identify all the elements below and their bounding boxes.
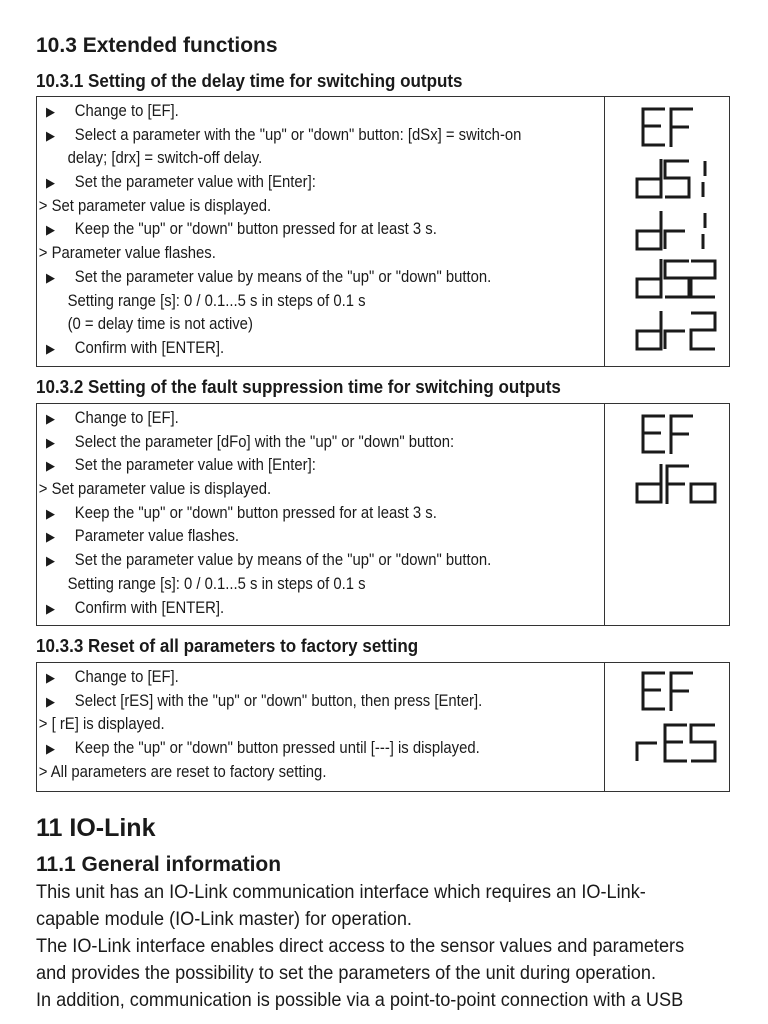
display-readings (605, 404, 729, 625)
paragraph-line: capable module (IO-Link master) for operation. (36, 908, 412, 930)
step-line: ▶ Select the parameter [dFo] with the "up" or "down" button: (37, 431, 547, 455)
instruction-steps (37, 663, 605, 791)
step-line: Setting range [s]: 0 / 0.1...5 s in steps of 0.1 s (67, 574, 366, 593)
instruction-box-10-3-2 (36, 403, 730, 626)
step-line: ▶ Change to [EF]. (37, 666, 547, 690)
step-line: ▶ Set the parameter value with [Enter]: (37, 171, 547, 195)
step-line: (0 = delay time is not active) (67, 315, 253, 334)
step-line: ▶ Parameter value flashes. (37, 525, 547, 549)
subsection-title-11-1: 11.1 General information (36, 853, 282, 876)
result-line: > Set parameter value is displayed. (38, 480, 272, 499)
instruction-steps (37, 404, 605, 625)
step-line: ▶ Keep the "up" or "down" button pressed until [---] is displayed. (37, 737, 547, 761)
display-readings (605, 663, 729, 791)
step-line: ▶ Keep the "up" or "down" button pressed for at least 3 s. (37, 218, 547, 242)
section-title-11: 11 IO-Link (36, 814, 156, 842)
display-ds2 (637, 259, 715, 297)
paragraph-line: The IO-Link interface enables direct access to the sensor values and parameters (36, 935, 685, 957)
display-res (637, 725, 715, 761)
paragraph-line: In addition, communication is possible via a point-to-point connection with a USB (36, 989, 684, 1011)
step-line: ▶ Select a parameter with the "up" or "down" button: [dSx] = switch-on (37, 124, 547, 148)
subsection-title-10-3-3: 10.3.3 Reset of all parameters to factory setting (36, 635, 419, 656)
instruction-box-10-3-3 (36, 662, 730, 792)
instruction-steps (37, 97, 605, 366)
step-line: ▶ Keep the "up" or "down" button pressed for at least 3 s. (37, 502, 547, 526)
display-dfo (637, 464, 715, 504)
display-dr2 (637, 311, 715, 349)
display-ef (643, 673, 693, 711)
display-dr1 (637, 211, 705, 249)
subsection-title-10-3-1: 10.3.1 Setting of the delay time for switching outputs (36, 70, 463, 91)
step-line: delay; [drx] = switch-off delay. (67, 149, 263, 168)
paragraph-line: This unit has an IO-Link communication interface which requires an IO-Link- (36, 881, 646, 903)
step-line: ▶ Change to [EF]. (37, 100, 547, 124)
result-line: > Set parameter value is displayed. (38, 196, 272, 215)
subsection-title-10-3-2: 10.3.2 Setting of the fault suppression time for switching outputs (36, 376, 561, 397)
step-line: ▶ Confirm with [ENTER]. (37, 597, 547, 621)
display-ef (643, 109, 693, 147)
display-ef (643, 416, 693, 454)
step-line: ▶ Set the parameter value with [Enter]: (37, 454, 547, 478)
result-line: > All parameters are reset to factory setting. (38, 762, 327, 781)
section-title-10-3: 10.3 Extended functions (36, 34, 278, 57)
result-line: > Parameter value flashes. (38, 244, 216, 263)
instruction-box-10-3-1 (36, 96, 730, 367)
step-line: ▶ Confirm with [ENTER]. (37, 337, 547, 361)
paragraph-line: and provides the possibility to set the parameters of the unit during operation. (36, 962, 656, 984)
display-ds1 (637, 159, 705, 197)
step-line: Setting range [s]: 0 / 0.1...5 s in steps of 0.1 s (67, 291, 366, 310)
result-line: > [ rE] is displayed. (38, 715, 165, 734)
step-line: ▶ Select [rES] with the "up" or "down" button, then press [Enter]. (37, 690, 547, 714)
step-line: ▶ Set the parameter value by means of the "up" or "down" button. (37, 549, 547, 573)
step-line: ▶ Set the parameter value by means of the "up" or "down" button. (37, 266, 547, 290)
display-readings (605, 97, 729, 366)
step-line: ▶ Change to [EF]. (37, 407, 547, 431)
